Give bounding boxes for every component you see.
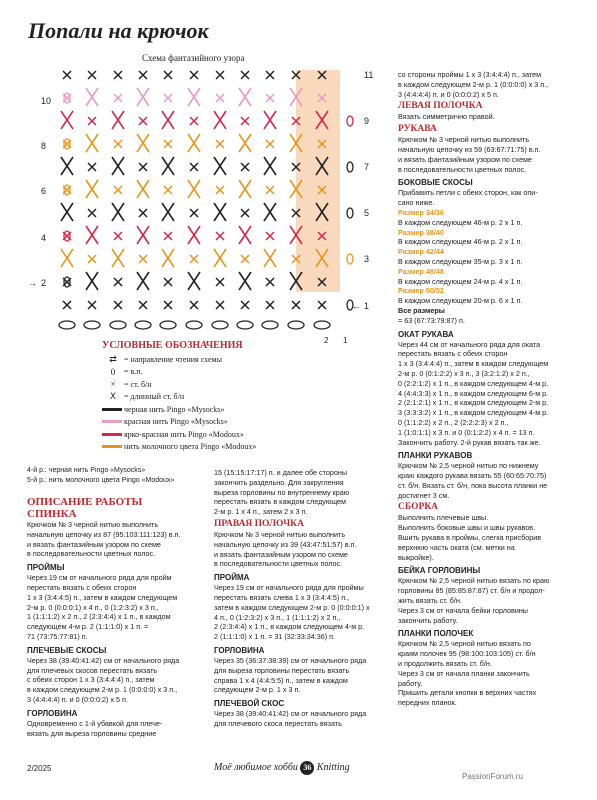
site-watermark: PassionForum.ru — [462, 772, 523, 781]
stitch-chart — [0, 60, 400, 350]
heading-right-front: ПРАВАЯ ПОЛОЧКА — [214, 518, 304, 529]
chain-stitch-icon — [160, 321, 176, 329]
shoulder-text: Через 38 (39:40:41:42) см от начального ряда для плечевого скоса перестать вязать — [214, 709, 367, 728]
neck-continued-text: 15 (15:15:17:17) п. и далее обе стороны закончить раздельно. Для закругления выреза горловины по внутреннему краю перестать вязать в каждом следующем 2-м р. 1 х 4 п., затем 2 х 3 п. — [214, 468, 350, 517]
sleeves-text: Крючком № 3 черной нитью выполнить начальную цепочку из 59 (63:67:71:75) в.п. и вязать фантазийным узором по схеме в последовательности цветных полос. — [398, 135, 541, 174]
heading-neckband: БЕЙКА ГОРЛОВИНЫ — [398, 566, 481, 576]
row-label-right: 1 — [364, 301, 370, 311]
heading-shoulders: ПЛЕЧЕВЫЕ СКОСЫ — [27, 645, 107, 655]
shoulder-continued-text: со стороны проймы 1 х 3 (3:4:4:4) п., затем в каждом следующем 2-м р. 1 (0:0:0:0) х 3 п., 3 (4:4:4:4) п. и 0 (0:0:0:2) х 5 п. — [398, 70, 549, 99]
chain-stitch-icon — [314, 321, 330, 329]
single-crochet-icon: × — [110, 379, 116, 390]
legend-item: красная нить Pingo «Mysocks» — [102, 416, 302, 429]
legend-item: черная нить Pingo «Mysocks» — [102, 403, 302, 416]
heading-side-shaping: БОКОВЫЕ СКОСЫ — [398, 178, 473, 188]
row-label-left: 2 — [41, 278, 47, 288]
chain-stitch-icon — [84, 321, 100, 329]
legend-item: 0 = в.п. — [102, 366, 302, 379]
size-label: Размер 50/52 — [398, 286, 444, 296]
heading-armhole: ПРОЙМА — [214, 573, 250, 583]
size-label: Размер 46/48 — [398, 266, 444, 276]
size-label: Размер 38/40 — [398, 227, 444, 237]
neck-text: Одновременно с 1-й убавкой для плече- вязать для выреза горловины средние — [27, 718, 163, 738]
row-label-left: 10 — [41, 96, 52, 106]
heading-sleeve-cap: ОКАТ РУКАВА — [398, 329, 454, 339]
chain-stitch-icon: 0 — [110, 366, 116, 377]
neck-right-text: Через 35 (36:37:38:39) см от начального ряда для выреза горловины перестать вязать справа 1 х 4 (4:4:5:5) п., затем в каждом следующем 2-м р. 1 х 3 п. — [214, 655, 367, 695]
row-label-left: 6 — [41, 186, 47, 196]
col-label: 2 — [324, 336, 329, 345]
assembly-text: Выполнить плечевые швы. Выполнить боковые швы и швы рукавов. Вшить рукава в проймы, слегка присборив верхнюю часть оката (см. метки на выкройке). — [398, 513, 542, 562]
pink-yarn-swatch — [102, 420, 122, 423]
sleeve-bands-text: Крючком № 2,5 черной нитью по нижнему краю каждого рукава вязать 55 (60:65:70:75) ст. б/н. Вязать ст. б/н, пока высота планки не достигнет 3 см. — [398, 461, 548, 500]
chain-stitch-icon — [237, 321, 253, 329]
chain-stitch-icon — [186, 321, 202, 329]
all-sizes-label: Все размеры — [398, 305, 445, 315]
column-2 — [214, 468, 394, 729]
row-label-right: 7 — [364, 162, 370, 172]
direction-arrows-icon: ⇄ — [109, 353, 117, 364]
row-label-left: 4 — [41, 233, 47, 243]
heading-left-front: ЛЕВАЯ ПОЛОЧКА — [398, 101, 483, 112]
heading-description: ОПИСАНИЕ РАБОТЫ — [27, 496, 143, 508]
col-label: 1 — [343, 336, 348, 345]
column-1 — [27, 496, 213, 738]
chain-stitch-icon — [59, 321, 75, 329]
chain-stitch-icon — [262, 321, 278, 329]
row-label-right: 11 — [364, 70, 374, 80]
back-text: Крючком № 3 черной нитью выполнить начальную цепочку из 87 (95:103:111:123) в.п. и вязать фантазийным узором по схеме в последовательности цветных полос. — [27, 520, 181, 559]
heading-back: СПИНКА — [27, 508, 77, 520]
turning-chain-icon — [347, 116, 353, 126]
size-label: Размер 42/44 — [398, 247, 444, 257]
left-front-text: Вязать симметрично правой. — [398, 112, 495, 122]
heading-front-bands: ПЛАНКИ ПОЛОЧЕК — [398, 629, 474, 639]
legend-heading: УСЛОВНЫЕ ОБОЗНАЧЕНИЯ — [102, 340, 243, 351]
side-shaping-text: Прибавить петли с обеих сторон, как опи- сано ниже. — [398, 188, 538, 208]
long-single-crochet-icon: Ⅹ — [109, 391, 117, 402]
armhole-text: Через 19 см от начального ряда для проймы перестать вязать слева 1 х 3 (3:4:4:5) п., затем в каждом следующем 2-м р. 0 (0:0:0:1) х 4 п., 0 (1:2:3:2) х 3 п., 1 (1:1:1:2) х 2 п., 2 (2:3:4:4) х 1 п., в каждом следующем 4-м р. 2 (1:1:1:0) х 1 п. = 31 (32:33:34:36) п. — [214, 583, 370, 642]
right-front-text: Крючком № 3 черной нитью выполнить начальную цепочку из 39 (43:47:51:57) в.п. и вязать фантазийным узором по схеме в последовательности цветных полос. — [214, 529, 357, 569]
chain-stitch-icon — [212, 321, 228, 329]
turning-chain-icon — [347, 254, 353, 264]
chain-stitch-icon — [135, 321, 151, 329]
chain-stitch-icon — [288, 321, 304, 329]
page-title: Попали на крючок — [28, 18, 209, 43]
size-label: Размер 34/36 — [398, 207, 444, 217]
row-label-left: 8 — [41, 141, 47, 151]
page-number: 36 — [300, 761, 314, 775]
issue-number: 2/2025 — [27, 764, 52, 773]
row-label-right: 3 — [364, 254, 370, 264]
black-yarn-swatch — [102, 408, 122, 411]
repeat-highlight — [296, 70, 340, 292]
legend-item: Ⅹ = длинный ст. б/н — [102, 391, 302, 404]
legend-item: нить молочного цвета Pingo «Modoux» — [102, 441, 302, 454]
rows-4-5-note: 4-й р.: черная нить Pingo «Mysocks» 5-й р.: нить молочного цвета Pingo «Modoux» — [27, 467, 175, 484]
magazine-footer: Моё любимое хобби 36 Knitting — [214, 762, 350, 773]
heading-sleeve-bands: ПЛАНКИ РУКАВОВ — [398, 451, 473, 461]
armholes-text: Через 19 см от начального ряда для пройм перестать вязать с обеих сторон 1 х 3 (3:4:4:5) п., затем в каждом следующем 2-м р. 0 (0:0:0:1) х 4 п., 0 (1:2:3:2) х 3 п., 1 (1:1:1:2) х 2 п., 2 (2:3:4:4) х 1 п., в каждом следующем 4-м р. 2 (1:1:1:0) х 1 п. = 71 (73:75:77:81) п. — [27, 573, 178, 641]
column-3: со стороны проймы 1 х 3 (3:4:4:4) п., затем в каждом следующем 2-м р. 1 (0:0:0:0) х 3 п., 3 (4:4:4:4) п. и 0 (0:0:0:2) х 5 п. ЛЕВАЯ ПОЛОЧКА Вязать симметрично правой. РУКАВА Крючком № 3 черной нитью выполнить начальную цепочку из 59 (63:67:71:75) в.п. и вязать фантазийным узором по схеме в последовательности цветных полос. БОКОВЫЕ СКОСЫ Прибавить петли с обеих сторон, как опи- сано ниже. Размер 34/36 В каждом следующем 46-м р. 2 х 1 п. Размер 38/40 В каждом следующем 46-м р. 2 х 1 п. Размер 42/44 В каждом следующем 35-м р. 3 х 1 п. Размер 46/48 В каждом следующем 24-м р. 4 х 1 п. Размер 50/52 В каждом следующем 20-м р. 6 х 1 п. Все размеры = 63 (67:73:79:87) п. ОКАТ РУКАВА Через 44 см от начального ряда для оката перестать вязать с обеих сторон 1 х 3 (3:4:4:4) п., затем в каждом следующем 2-м р. 0 (0:1:2:2) х 3 п., 3 (3:2:1:2) х 2 п., 0 (2:2:1:2) х 1 п., в каждом следующем 4-м р. 4 (4:4:3:3) х 1 п., в каждом следующем 6-м р. 2 (2:1:2:1) х 1 п., в каждом следующем 2-м р. 3 (3:3:3:2) х 1 п., в каждом следующем 4-м р. 0 (1:1:2:2) х 2 п., 2 (2:2:2:3) х 2 п., 1 (1:0:1:1) х 3 п. и 0 (0:1:2:2) х 4 п. = 13 п. Закончить работу. 2-й рукав вязать так же. ПЛАНКИ РУКАВОВ Крючком № 2,5 черной нитью по нижнему краю каждого рукава вязать 55 (60:65:70:75) ст. б/н. Вязать ст. б/н, пока высота планки не достигнет 3 см. СБОРКА Выполнить плечевые швы. Выполнить боковые швы и швы рукавов. Вшить рукава в проймы, слегка присборив верхнюю часть оката (см. метки на выкройке). БЕЙКА ГОРЛОВИНЫ Крючком № 2,5 черной нитью вязать по краю горловины 85 (85:85:87:87) ст. б/н и продол- жить вязать ст. б/н. Через 3 см от начала бейки горловины закончить работу. ПЛАНКИ ПОЛОЧЕК Крючком № 2,5 черной нитью вязать по краям полочек 95 (98:100:103:105) ст. б/н и продолжить вязать ст. б/н. Через 3 см от начала планки закончить работу. Пришить детали кнопки в верхних частях передних планок. — [398, 70, 588, 708]
heading-sleeves: РУКАВА — [398, 124, 437, 135]
neckband-text: Крючком № 2,5 черной нитью вязать по краю горловины 85 (85:85:87:87) ст. б/н и продол- жить вязать ст. б/н. Через 3 см от начала бейки горловины закончить работу. — [398, 576, 550, 625]
direction-arrow-icon: → — [28, 278, 37, 288]
heading-shoulder: ПЛЕЧЕВОЙ СКОС — [214, 699, 285, 709]
shoulders-text: Через 38 (39:40:41:42) см от начального ряда для плечевых скосов перестать вязать с обеих сторон 1 х 3 (3:4:4:4) п., затем в каждом следующем 2-м р. 1 (0:0:0:0) х 3 п., 3 (4:4:4:4) п. и 0 (0:0:0:2) х 5 п. — [27, 655, 180, 704]
row-label-right: 5 — [364, 208, 370, 218]
row-label-right: 9 — [364, 116, 370, 126]
all-sizes-text: = 63 (67:73:79:87) п. — [398, 315, 465, 325]
front-bands-text: Крючком № 2,5 черной нитью вязать по краям полочек 95 (98:100:103:105) ст. б/н и продолжить вязать ст. б/н. Через 3 см от начала планки закончить работу. Пришить детали кнопки в верхних частях передних планок. — [398, 639, 537, 708]
heading-neck-right: ГОРЛОВИНА — [214, 645, 265, 655]
legend-item: ⇄ = направление чтения схемы — [102, 353, 302, 366]
heading-assembly: СБОРКА — [398, 502, 439, 513]
bright-red-yarn-swatch — [102, 433, 122, 436]
turning-chain-icon — [347, 208, 353, 218]
sleeve-cap-text: Через 44 см от начального ряда для оката перестать вязать с обеих сторон 1 х 3 (3:4:4:4) п., затем в каждом следующем 2-м р. 0 (0:1:2:2) х 3 п., 3 (3:2:1:2) х 2 п., 0 (2:2:1:2) х 1 п., в каждом следующем 4-м р. 4 (4:4:3:3) х 1 п., в каждом следующем 6-м р. 2 (2:1:2:1) х 1 п., в каждом следующем 2-м р. 3 (3:3:3:2) х 1 п., в каждом следующем 4-м р. 0 (1:1:2:2) х 2 п., 2 (2:2:2:3) х 2 п., 1 (1:0:1:1) х 3 п. и 0 (0:1:2:2) х 4 п. = 13 п. Закончить работу. 2-й рукав вязать так же. — [398, 339, 549, 447]
heading-neck: ГОРЛОВИНА — [27, 708, 78, 718]
turning-chain-icon — [347, 162, 353, 172]
milk-yarn-swatch — [102, 445, 122, 448]
chain-stitch-icon — [110, 321, 126, 329]
legend-item: ярко-красная нить Pingo «Modoux» — [102, 428, 302, 441]
legend — [102, 340, 302, 453]
legend-item: × = ст. б/н — [102, 378, 302, 391]
heading-armholes: ПРОЙМЫ — [27, 563, 65, 573]
direction-arrow-icon: ← — [352, 301, 361, 311]
scheme-title: Схема фантазийного узора — [142, 53, 245, 63]
